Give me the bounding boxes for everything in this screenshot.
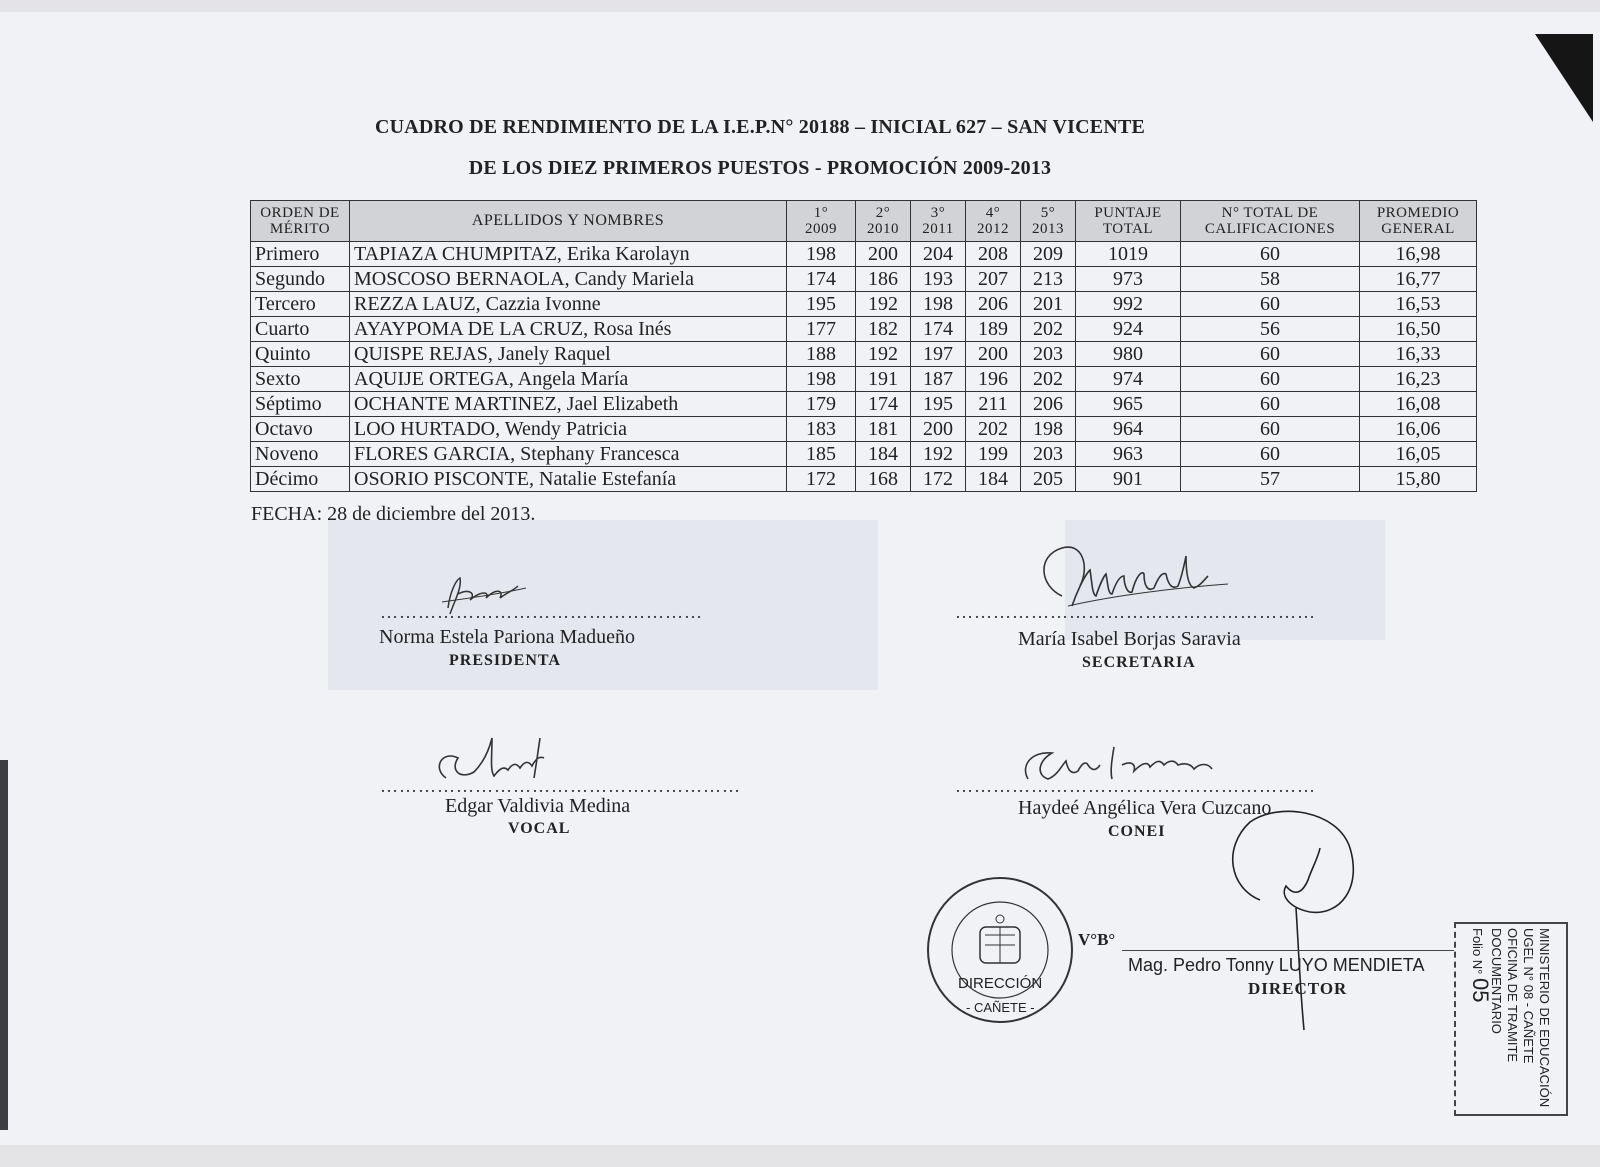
scan-top-edge [0,0,1600,12]
cell-orden: Cuarto [251,317,350,342]
header-promedio: PROMEDIO GENERAL [1360,201,1477,242]
cell-y3: 172 [911,467,966,492]
vocal-role: VOCAL [508,820,571,837]
cell-nombre: REZZA LAUZ, Cazzia Ivonne [350,292,787,317]
receipt-line-4: Folio N° 05 [1468,928,1493,1003]
cell-nombre: QUISPE REJAS, Janely Raquel [350,342,787,367]
cell-y1: 174 [787,267,856,292]
cell-y3: 193 [911,267,966,292]
cell-calif: 60 [1181,392,1360,417]
conei-role: CONEI [1108,823,1166,840]
cell-y5: 206 [1021,392,1076,417]
cell-calif: 60 [1181,442,1360,467]
cell-promedio: 16,06 [1360,417,1477,442]
receipt-stamp-text [1469,928,1552,1108]
cell-orden: Décimo [251,467,350,492]
cell-promedio: 16,33 [1360,342,1477,367]
cell-y4: 207 [966,267,1021,292]
secretaria-signature-line: ………………………………………………… [955,602,1316,622]
table-row [251,342,1477,367]
cell-y5: 203 [1021,442,1076,467]
seal-center-text: DIRECCIÓN [958,975,1043,992]
cell-puntaje: 1019 [1076,242,1181,267]
cell-y4: 200 [966,342,1021,367]
table-row [251,267,1477,292]
vobo-label: V°B° [1078,930,1116,949]
header-year-4: 4° 2012 [966,201,1021,242]
cell-nombre: LOO HURTADO, Wendy Patricia [350,417,787,442]
cell-calif: 57 [1181,467,1360,492]
conei-name: Haydeé Angélica Vera Cuzcano [1018,797,1272,819]
cell-y5: 209 [1021,242,1076,267]
vocal-signature-line: ………………………………………………… [380,776,741,796]
cell-calif: 60 [1181,242,1360,267]
cell-y4: 199 [966,442,1021,467]
cell-y4: 184 [966,467,1021,492]
cell-y1: 198 [787,367,856,392]
cell-y5: 202 [1021,367,1076,392]
cell-y5: 201 [1021,292,1076,317]
receipt-line-2: UGEL N° 08 - CAÑETE [1521,928,1536,1064]
cell-puntaje: 963 [1076,442,1181,467]
cell-y4: 202 [966,417,1021,442]
presidenta-role: PRESIDENTA [449,652,561,669]
cell-y3: 174 [911,317,966,342]
receipt-line-1: MINISTERIO DE EDUCACIÓN [1537,928,1552,1108]
cell-y4: 196 [966,367,1021,392]
director-name: Mag. Pedro Tonny LUYO MENDIETA [1128,955,1425,975]
cell-nombre: AQUIJE ORTEGA, Angela María [350,367,787,392]
cell-puntaje: 965 [1076,392,1181,417]
scan-bottom-edge [0,1145,1600,1167]
receipt-folio: 05 [1468,978,1493,1003]
cell-calif: 56 [1181,317,1360,342]
table-row [251,467,1477,492]
director-signature-icon [1220,808,1390,1038]
cell-y3: 195 [911,392,966,417]
secretaria-role: SECRETARIA [1082,654,1196,671]
cell-y2: 184 [856,442,911,467]
cell-y4: 189 [966,317,1021,342]
cell-y2: 192 [856,292,911,317]
header-year-5: 5° 2013 [1021,201,1076,242]
cell-y1: 177 [787,317,856,342]
table-header-row [251,201,1477,242]
vocal-name: Edgar Valdivia Medina [445,795,631,817]
cell-promedio: 16,98 [1360,242,1477,267]
header-year-1: 1° 2009 [787,201,856,242]
cell-calif: 60 [1181,342,1360,367]
cell-y3: 187 [911,367,966,392]
cell-puntaje: 901 [1076,467,1181,492]
cell-y1: 198 [787,242,856,267]
cell-y1: 188 [787,342,856,367]
cell-y2: 168 [856,467,911,492]
cell-y2: 174 [856,392,911,417]
cell-y3: 197 [911,342,966,367]
header-year-2: 2° 2010 [856,201,911,242]
cell-y2: 200 [856,242,911,267]
cell-y2: 191 [856,367,911,392]
cell-orden: Séptimo [251,392,350,417]
cell-calif: 60 [1181,292,1360,317]
cell-y1: 179 [787,392,856,417]
director-role: DIRECTOR [1248,979,1348,998]
ranking-table [250,200,1477,492]
cell-puntaje: 973 [1076,267,1181,292]
cell-orden: Primero [251,242,350,267]
cell-nombre: AYAYPOMA DE LA CRUZ, Rosa Inés [350,317,787,342]
scan-left-edge [0,760,8,1130]
cell-promedio: 16,08 [1360,392,1477,417]
cell-puntaje: 974 [1076,367,1181,392]
table-row [251,317,1477,342]
cell-promedio: 16,50 [1360,317,1477,342]
header-year-3: 3° 2011 [911,201,966,242]
cell-calif: 60 [1181,367,1360,392]
cell-y2: 186 [856,267,911,292]
table-row [251,367,1477,392]
table-row [251,417,1477,442]
cell-promedio: 16,23 [1360,367,1477,392]
cell-y2: 192 [856,342,911,367]
table-row [251,292,1477,317]
seal-bottom-text: - CAÑETE - [966,1000,1035,1015]
cell-promedio: 15,80 [1360,467,1477,492]
cell-orden: Tercero [251,292,350,317]
secretaria-name: María Isabel Borjas Saravia [1018,628,1241,650]
cell-y4: 206 [966,292,1021,317]
conei-signature-line: ………………………………………………… [955,776,1316,796]
header-puntaje: PUNTAJE TOTAL [1076,201,1181,242]
cell-y5: 202 [1021,317,1076,342]
document-subtitle: DE LOS DIEZ PRIMEROS PUESTOS - PROMOCIÓN 2009-2013 [468,157,1052,179]
cell-orden: Segundo [251,267,350,292]
cell-puntaje: 980 [1076,342,1181,367]
presidenta-name: Norma Estela Pariona Madueño [379,626,636,648]
table-row [251,242,1477,267]
document-date: FECHA: 28 de diciembre del 2013. [251,503,536,525]
cell-y2: 181 [856,417,911,442]
cell-promedio: 16,05 [1360,442,1477,467]
header-calificaciones: N° TOTAL DE CALIFICACIONES [1181,201,1360,242]
cell-nombre: OCHANTE MARTINEZ, Jael Elizabeth [350,392,787,417]
cell-y3: 198 [911,292,966,317]
director-signature-line [1122,950,1454,951]
cell-y1: 195 [787,292,856,317]
table-row [251,442,1477,467]
cell-y5: 198 [1021,417,1076,442]
table-row [251,392,1477,417]
cell-nombre: FLORES GARCIA, Stephany Francesca [350,442,787,467]
cell-nombre: TAPIAZA CHUMPITAZ, Erika Karolayn [350,242,787,267]
table-body [251,242,1477,492]
document-title: CUADRO DE RENDIMIENTO DE LA I.E.P.N° 20188 – INICIAL 627 – SAN VICENTE [374,116,1146,138]
cell-y1: 185 [787,442,856,467]
cell-y4: 208 [966,242,1021,267]
cell-calif: 58 [1181,267,1360,292]
receipt-line-3: OFICINA DE TRAMITE DOCUMENTARIO [1489,928,1520,1063]
cell-y3: 192 [911,442,966,467]
cell-y5: 213 [1021,267,1076,292]
cell-y3: 204 [911,242,966,267]
cell-promedio: 16,53 [1360,292,1477,317]
page-corner-mark [1535,34,1595,124]
cell-puntaje: 992 [1076,292,1181,317]
cell-y2: 182 [856,317,911,342]
cell-y3: 200 [911,417,966,442]
cell-orden: Sexto [251,367,350,392]
header-orden: ORDEN DE MÉRITO [251,201,350,242]
cell-promedio: 16,77 [1360,267,1477,292]
cell-nombre: MOSCOSO BERNAOLA, Candy Mariela [350,267,787,292]
cell-y4: 211 [966,392,1021,417]
cell-nombre: OSORIO PISCONTE, Natalie Estefanía [350,467,787,492]
cell-puntaje: 924 [1076,317,1181,342]
presidenta-signature-line: …………………………………………… [380,602,703,622]
cell-y1: 172 [787,467,856,492]
header-nombres: APELLIDOS Y NOMBRES [350,201,787,242]
cell-orden: Quinto [251,342,350,367]
cell-orden: Noveno [251,442,350,467]
cell-puntaje: 964 [1076,417,1181,442]
cell-y5: 203 [1021,342,1076,367]
cell-calif: 60 [1181,417,1360,442]
cell-y5: 205 [1021,467,1076,492]
cell-orden: Octavo [251,417,350,442]
cell-y1: 183 [787,417,856,442]
